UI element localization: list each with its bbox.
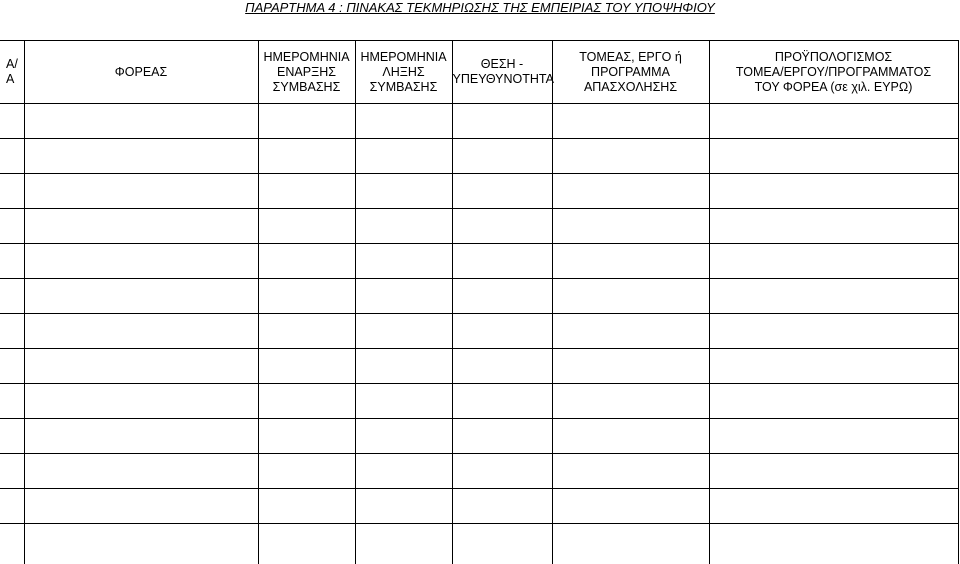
table-cell[interactable] [709, 244, 958, 279]
table-cell[interactable] [24, 419, 258, 454]
table-cell[interactable] [258, 524, 355, 564]
table-cell[interactable] [552, 349, 709, 384]
table-cell[interactable] [552, 174, 709, 209]
table-cell[interactable] [552, 454, 709, 489]
table-cell[interactable] [0, 384, 24, 419]
table-cell[interactable] [452, 139, 552, 174]
table-cell[interactable] [258, 419, 355, 454]
header-position-responsibility: ΘΕΣΗ - ΥΠΕΥΘΥΝΟΤΗΤΑ [452, 41, 552, 104]
table-cell[interactable] [355, 139, 452, 174]
table-row [0, 104, 958, 139]
table-cell[interactable] [552, 139, 709, 174]
table-row [0, 384, 958, 419]
table-cell[interactable] [709, 174, 958, 209]
table-cell[interactable] [709, 454, 958, 489]
table-cell[interactable] [0, 314, 24, 349]
table-cell[interactable] [0, 279, 24, 314]
table-cell[interactable] [355, 419, 452, 454]
table-cell[interactable] [0, 104, 24, 139]
table-cell[interactable] [355, 279, 452, 314]
table-cell[interactable] [452, 384, 552, 419]
table-cell[interactable] [258, 279, 355, 314]
table-cell[interactable] [258, 489, 355, 524]
table-cell[interactable] [552, 314, 709, 349]
table-cell[interactable] [452, 524, 552, 564]
table-cell[interactable] [355, 349, 452, 384]
header-contract-end-date: ΗΜΕΡΟΜΗΝΙΑ ΛΗΞΗΣ ΣΥΜΒΑΣΗΣ [355, 41, 452, 104]
table-row [0, 454, 958, 489]
table-cell[interactable] [24, 139, 258, 174]
table-cell[interactable] [355, 454, 452, 489]
table-cell[interactable] [709, 419, 958, 454]
table-cell[interactable] [0, 174, 24, 209]
table-cell[interactable] [24, 349, 258, 384]
table-cell[interactable] [552, 244, 709, 279]
table-cell[interactable] [24, 524, 258, 564]
table-cell[interactable] [355, 244, 452, 279]
table-row [0, 419, 958, 454]
table-cell[interactable] [709, 349, 958, 384]
table-row [0, 489, 958, 524]
table-cell[interactable] [0, 524, 24, 564]
table-row [0, 349, 958, 384]
table-cell[interactable] [24, 244, 258, 279]
table-cell[interactable] [24, 279, 258, 314]
table-cell[interactable] [709, 524, 958, 564]
table-cell[interactable] [709, 104, 958, 139]
table-row [0, 209, 958, 244]
table-cell[interactable] [24, 454, 258, 489]
table-cell[interactable] [258, 384, 355, 419]
table-cell[interactable] [552, 419, 709, 454]
table-cell[interactable] [355, 174, 452, 209]
table-cell[interactable] [24, 174, 258, 209]
table-row [0, 244, 958, 279]
table-cell[interactable] [709, 139, 958, 174]
table-cell[interactable] [452, 454, 552, 489]
table-cell[interactable] [709, 314, 958, 349]
table-cell[interactable] [0, 139, 24, 174]
table-cell[interactable] [709, 209, 958, 244]
table-cell[interactable] [355, 209, 452, 244]
table-cell[interactable] [258, 244, 355, 279]
table-cell[interactable] [0, 349, 24, 384]
header-serial-number: Α/ Α [0, 41, 24, 104]
table-cell[interactable] [552, 384, 709, 419]
experience-table [0, 40, 959, 564]
table-cell[interactable] [355, 524, 452, 564]
table-cell[interactable] [258, 139, 355, 174]
table-cell[interactable] [258, 314, 355, 349]
table-cell[interactable] [24, 209, 258, 244]
table-cell[interactable] [452, 174, 552, 209]
table-cell[interactable] [0, 454, 24, 489]
table-cell[interactable] [355, 384, 452, 419]
table-row [0, 524, 958, 564]
table-cell[interactable] [258, 174, 355, 209]
table-cell[interactable] [709, 279, 958, 314]
table-cell[interactable] [452, 314, 552, 349]
table-cell[interactable] [24, 104, 258, 139]
table-cell[interactable] [552, 279, 709, 314]
table-row [0, 139, 958, 174]
table-cell[interactable] [258, 349, 355, 384]
table-cell[interactable] [0, 489, 24, 524]
table-cell[interactable] [709, 489, 958, 524]
header-budget: ΠΡΟΫΠΟΛΟΓΙΣΜΟΣ ΤΟΜΕΑ/ΕΡΓΟΥ/ΠΡΟΓΡΑΜΜΑΤΟΣ ΤΟΥ ΦΟΡΕΑ (σε χιλ. ΕΥΡΩ) [709, 41, 958, 104]
table-cell[interactable] [452, 489, 552, 524]
table-cell[interactable] [0, 419, 24, 454]
table-cell[interactable] [0, 244, 24, 279]
table-cell[interactable] [258, 209, 355, 244]
table-row [0, 174, 958, 209]
table-row [0, 314, 958, 349]
table-header-row [0, 41, 958, 104]
header-contract-start-date: ΗΜΕΡΟΜΗΝΙΑ ΕΝΑΡΞΗΣ ΣΥΜΒΑΣΗΣ [258, 41, 355, 104]
table-cell[interactable] [452, 104, 552, 139]
table-cell[interactable] [24, 314, 258, 349]
page-title: ΠΑΡΑΡΤΗΜΑ 4 : ΠΙΝΑΚΑΣ ΤΕΚΜΗΡΙΩΣΗΣ ΤΗΣ ΕΜΠΕΙΡΙΑΣ ΤΟΥ ΥΠΟΨΗΦΙΟΥ [0, 0, 960, 16]
table-cell[interactable] [0, 209, 24, 244]
table-cell[interactable] [452, 419, 552, 454]
table-cell[interactable] [452, 349, 552, 384]
header-sector-project: ΤΟΜΕΑΣ, ΕΡΓΟ ή ΠΡΟΓΡΑΜΜΑ ΑΠΑΣΧΟΛΗΣΗΣ [552, 41, 709, 104]
table-row [0, 279, 958, 314]
table-cell[interactable] [24, 489, 258, 524]
table-cell[interactable] [552, 209, 709, 244]
header-organization: ΦΟΡΕΑΣ [24, 41, 258, 104]
table-cell[interactable] [452, 209, 552, 244]
table-body [0, 104, 958, 564]
table-cell[interactable] [552, 524, 709, 564]
table-cell[interactable] [709, 384, 958, 419]
table-cell[interactable] [355, 314, 452, 349]
table-cell[interactable] [355, 489, 452, 524]
table-cell[interactable] [258, 454, 355, 489]
table-cell[interactable] [552, 104, 709, 139]
table-cell[interactable] [258, 104, 355, 139]
table-cell[interactable] [24, 384, 258, 419]
table-cell[interactable] [452, 244, 552, 279]
table-cell[interactable] [552, 489, 709, 524]
table-cell[interactable] [452, 279, 552, 314]
table-cell[interactable] [355, 104, 452, 139]
